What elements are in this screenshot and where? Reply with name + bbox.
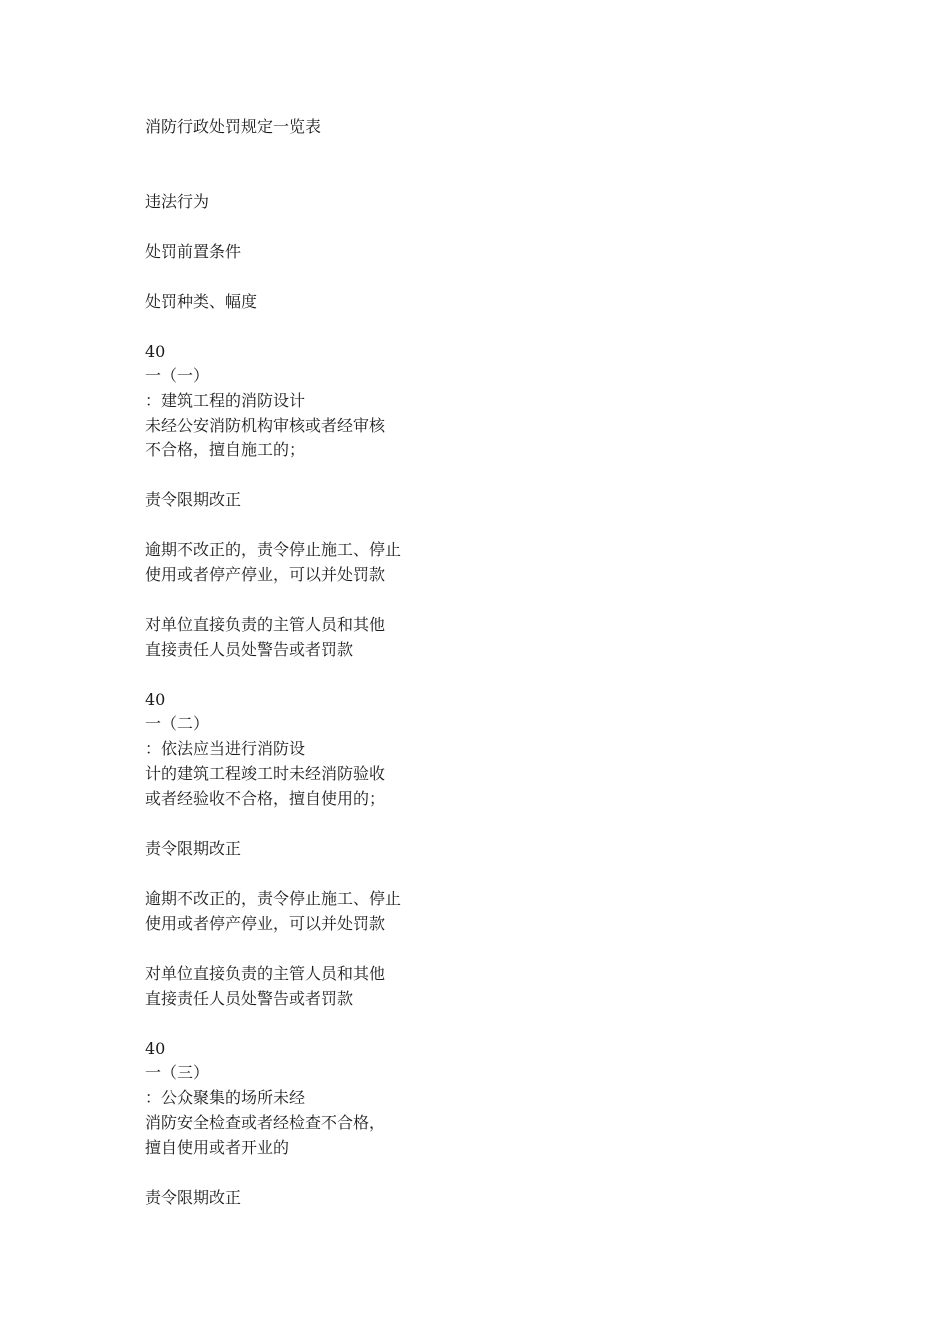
entry-behavior-line: ：公众聚集的场所未经 — [145, 1088, 306, 1107]
entry-clause: 一（三） — [145, 1063, 210, 1082]
entry-behavior-line: 未经公安消防机构审核或者经审核 — [145, 416, 386, 435]
entry-penalty-line: 对单位直接负责的主管人员和其他 — [145, 964, 386, 983]
header-precondition: 处罚前置条件 — [145, 242, 242, 261]
entry-behavior-line: ：建筑工程的消防设计 — [145, 391, 306, 410]
entry-behavior-line: ：依法应当进行消防设 — [145, 739, 306, 758]
header-penalty: 处罚种类、幅度 — [145, 292, 258, 311]
entry-penalty-line: 使用或者停产停业，可以并处罚款 — [145, 914, 386, 933]
document-title: 消防行政处罚规定一览表 — [145, 117, 322, 136]
entry-clause: 一（一） — [145, 366, 210, 385]
entry-penalty-line: 逾期不改正的，责令停止施工、停止 — [145, 540, 402, 559]
entry-behavior-line: 擅自使用或者开业的 — [145, 1138, 290, 1157]
entry-penalty-line: 直接责任人员处警告或者罚款 — [145, 640, 354, 659]
entry-article: 40 — [145, 342, 166, 361]
entry-behavior-line: 消防安全检查或者经检查不合格， — [145, 1113, 386, 1132]
entry-article: 40 — [145, 1039, 166, 1058]
entry-penalty-line: 对单位直接负责的主管人员和其他 — [145, 615, 386, 634]
entry-behavior-line: 不合格，擅自施工的； — [145, 440, 306, 459]
entry-behavior-line: 计的建筑工程竣工时未经消防验收 — [145, 764, 386, 783]
entry-clause: 一（二） — [145, 714, 210, 733]
entry-behavior-line: 或者经验收不合格，擅自使用的； — [145, 789, 386, 808]
entry-precondition: 责令限期改正 — [145, 1188, 242, 1207]
entry-penalty-line: 逾期不改正的，责令停止施工、停止 — [145, 889, 402, 908]
entry-precondition: 责令限期改正 — [145, 839, 242, 858]
entry-penalty-line: 使用或者停产停业，可以并处罚款 — [145, 565, 386, 584]
header-violation: 违法行为 — [145, 192, 210, 211]
entry-precondition: 责令限期改正 — [145, 490, 242, 509]
entry-article: 40 — [145, 690, 166, 709]
entry-penalty-line: 直接责任人员处警告或者罚款 — [145, 989, 354, 1008]
